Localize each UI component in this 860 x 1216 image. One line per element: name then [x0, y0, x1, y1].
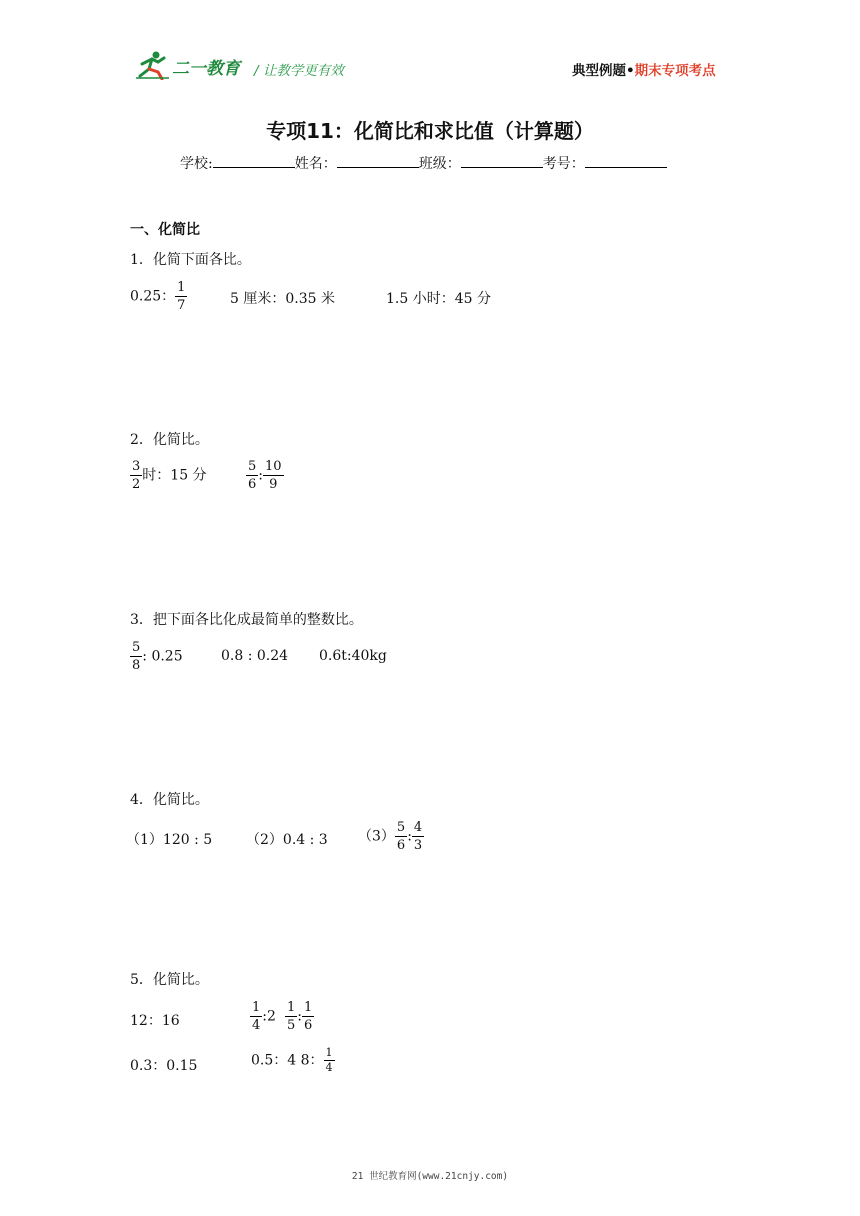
q5-expr-c [285, 999, 314, 1034]
q4-c-denominator-2: 3 [413, 838, 423, 853]
name-label: 姓名： [294, 156, 337, 172]
q2-b-fraction-1 [246, 458, 258, 493]
q3-expr-c: 0.6t:40kg [319, 648, 387, 664]
q4-stem: 4．化简比。 [130, 792, 209, 808]
q4-c-colon: : [407, 828, 412, 845]
q5-b-rest: :2 [262, 1008, 276, 1025]
class-label: 班级： [418, 156, 461, 172]
q3-expr-a [130, 639, 183, 674]
q5-c-numerator-2: 1 [304, 1000, 313, 1015]
q5-e-denominator: 4 [325, 1061, 333, 1074]
header-category-b: 期末专项考点 [634, 63, 716, 79]
page-footer: 21 世纪教育网(www.21cnjy.com) [351, 1171, 509, 1182]
name-blank [337, 155, 419, 168]
q2-b-denominator-1: 6 [248, 477, 257, 492]
q1-a-fraction [175, 279, 187, 314]
q4-c-numerator-1: 5 [396, 820, 406, 835]
slogan: / 让教学更有效 [254, 63, 344, 79]
q5-stem: 5．化简比。 [130, 972, 209, 988]
student-info-line [180, 153, 667, 173]
q3-a-denominator: 8 [132, 658, 141, 673]
q5-expr-d: 0.3：0.15 [130, 1058, 198, 1074]
q1-stem: 1．化简下面各比。 [130, 252, 251, 268]
school-blank [213, 155, 295, 168]
q5-c-denominator-2: 6 [304, 1018, 313, 1033]
q5-expr-e [251, 1046, 335, 1075]
q5-c-numerator-1: 1 [287, 1000, 296, 1015]
q4-expr-a: （1）120 : 5 [126, 832, 213, 848]
q4-expr-b: （2）0.4 : 3 [246, 832, 328, 848]
q2-b-numerator-1: 5 [248, 459, 257, 474]
q2-b-denominator-2: 9 [269, 477, 278, 492]
q2-stem: 2．化简比。 [130, 432, 209, 448]
school-label: 学校: [180, 156, 213, 172]
q2-expr-b [246, 458, 284, 493]
q4-c-label: （3） [358, 828, 395, 845]
q3-a-numerator: 5 [132, 640, 141, 655]
q2-a-denominator: 2 [132, 477, 141, 492]
q3-expr-b: 0.8 : 0.24 [221, 648, 289, 664]
q1-expr-c: 1.5 小时：45 分 [386, 291, 491, 307]
header-category [572, 59, 716, 79]
q3-a-rest: : 0.25 [142, 648, 183, 665]
header-category-a: 典型例题• [572, 63, 635, 79]
q2-b-colon: : [258, 467, 263, 484]
q5-c-fraction-2 [302, 999, 314, 1034]
q5-c-colon: : [297, 1008, 302, 1025]
exam-no-label: 考号： [542, 156, 585, 172]
page-title: 专项11：化简比和求比值（计算题） [266, 119, 594, 143]
runner-logo-icon [136, 50, 170, 80]
q4-c-fraction-1 [395, 819, 407, 854]
q5-expr-b [250, 999, 276, 1034]
q5-b-denominator: 4 [252, 1018, 261, 1033]
q4-c-fraction-2 [412, 819, 424, 854]
q1-a-denominator: 7 [177, 298, 186, 313]
class-blank [461, 155, 543, 168]
q5-c-denominator-1: 5 [287, 1018, 296, 1033]
q5-c-fraction-1 [285, 999, 297, 1034]
q5-b-fraction [250, 999, 262, 1034]
q2-b-fraction-2 [263, 458, 284, 493]
exam-no-blank [585, 155, 667, 168]
section-heading: 一、化简比 [130, 222, 200, 238]
q4-c-numerator-2: 4 [413, 820, 423, 835]
q1-a-numerator: 1 [177, 280, 186, 295]
q2-a-numerator: 3 [132, 459, 141, 474]
q1-expr-a [130, 279, 187, 314]
q2-b-numerator-2: 10 [265, 459, 282, 474]
q4-c-denominator-1: 6 [396, 838, 406, 853]
q2-a-fraction [130, 458, 142, 493]
q5-e-whole: 0.5：4 8： [251, 1052, 324, 1069]
q5-e-fraction [324, 1046, 335, 1075]
q2-a-rest: 时：15 分 [142, 467, 207, 484]
q1-expr-b: 5 厘米：0.35 米 [230, 291, 335, 307]
q1-a-whole: 0.25： [130, 288, 176, 305]
q5-e-numerator: 1 [325, 1046, 333, 1059]
q3-stem: 3．把下面各比化成最简单的整数比。 [130, 612, 363, 628]
q5-b-numerator: 1 [252, 1000, 261, 1015]
q2-expr-a [130, 458, 207, 493]
q4-expr-c [358, 819, 424, 854]
logo-text: 二一教育 [172, 59, 240, 79]
q5-expr-a: 12：16 [130, 1013, 180, 1029]
q3-a-fraction [130, 639, 142, 674]
